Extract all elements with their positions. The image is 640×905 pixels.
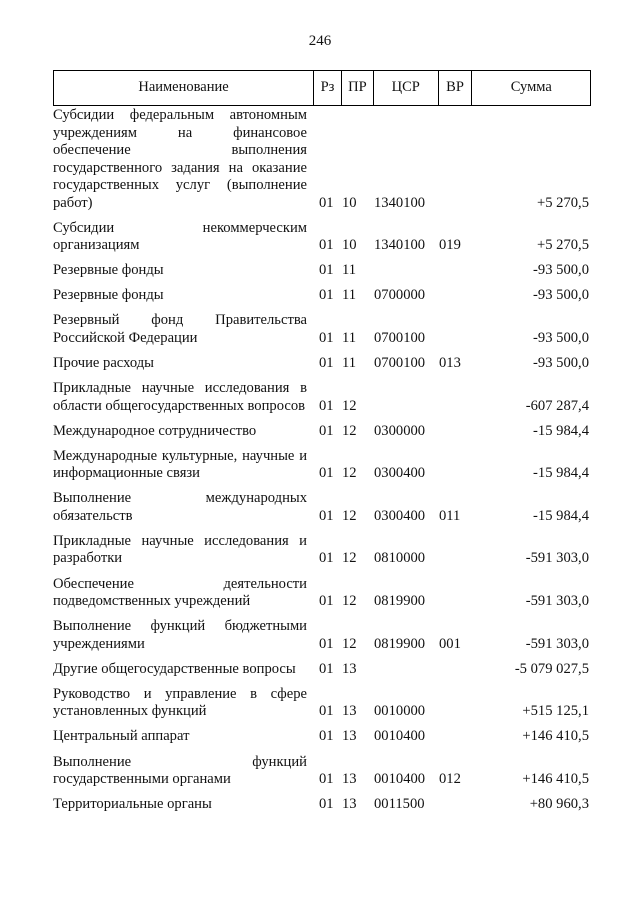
row-sum: +5 270,5	[536, 194, 589, 211]
row-sum: +5 270,5	[536, 237, 589, 254]
row-vr: 019	[439, 237, 461, 254]
row-pr: 11	[342, 287, 357, 304]
row-rz: 01	[319, 635, 334, 652]
table-row	[53, 287, 591, 305]
table-row	[53, 728, 591, 746]
header-csr: ЦСР	[374, 71, 439, 105]
row-sum: -93 500,0	[533, 329, 589, 346]
table-row	[53, 576, 591, 611]
row-vr: 012	[439, 771, 461, 787]
row-vr: 011	[439, 507, 461, 524]
row-vr: 013	[439, 354, 461, 371]
table-row	[53, 618, 591, 653]
row-name: Резервные фонды	[53, 262, 164, 279]
table-row	[53, 423, 591, 441]
table-row	[53, 796, 591, 814]
row-pr: 10	[342, 194, 357, 211]
row-name: Выполнение международных обязательств	[53, 490, 307, 524]
row-pr: 12	[342, 397, 357, 414]
row-csr: 0700100	[374, 329, 426, 346]
row-name: Руководство и управление в сфере установленных функций	[53, 685, 307, 720]
row-pr: 11	[342, 262, 357, 279]
table-row	[53, 262, 591, 280]
row-sum: -93 500,0	[533, 354, 589, 371]
row-sum: -5 079 027,5	[514, 660, 589, 677]
table-row	[53, 107, 591, 212]
row-rz: 01	[319, 550, 334, 567]
row-pr: 12	[342, 593, 357, 610]
table-header	[53, 70, 591, 106]
table-row	[53, 355, 591, 373]
row-csr: 0300000	[374, 422, 426, 439]
row-sum: -93 500,0	[533, 262, 589, 279]
row-csr: 0010000	[374, 703, 426, 720]
row-name: Территориальные органы	[53, 796, 212, 813]
row-pr: 10	[342, 237, 357, 254]
row-rz: 01	[319, 262, 334, 279]
row-name: Выполнение функций бюджетными учреждениями	[53, 618, 307, 652]
row-csr: 0819900	[374, 593, 426, 610]
row-rz: 01	[319, 771, 334, 787]
row-pr: 13	[342, 703, 357, 720]
row-sum: -607 287,4	[525, 397, 589, 414]
row-pr: 11	[342, 354, 357, 371]
row-rz: 01	[319, 329, 334, 346]
row-rz: 01	[319, 703, 334, 720]
row-rz: 01	[319, 728, 334, 745]
row-pr: 12	[342, 465, 357, 482]
row-csr: 1340100	[374, 237, 426, 254]
row-rz: 01	[319, 507, 334, 524]
row-sum: -591 303,0	[525, 635, 589, 652]
table-row	[53, 661, 591, 679]
row-name: Выполнение функций государственными органами	[53, 753, 307, 787]
row-pr: 13	[342, 660, 357, 677]
header-pr: ПР	[342, 71, 374, 105]
row-csr: 0300400	[374, 507, 426, 524]
row-rz: 01	[319, 465, 334, 482]
row-rz: 01	[319, 194, 334, 211]
row-pr: 12	[342, 635, 357, 652]
row-rz: 01	[319, 660, 334, 677]
row-name: Обеспечение деятельности подведомственных учреждений	[53, 575, 307, 610]
page-number: 246	[308, 33, 332, 49]
row-rz: 01	[319, 354, 334, 371]
table-row	[53, 754, 591, 789]
row-rz: 01	[319, 422, 334, 439]
row-name: Резервные фонды	[53, 287, 164, 304]
row-csr: 0700000	[374, 287, 426, 304]
row-sum: -93 500,0	[533, 287, 589, 304]
row-csr: 0819900	[374, 635, 426, 652]
table-row	[53, 312, 591, 347]
row-pr: 12	[342, 422, 357, 439]
row-csr: 0010400	[374, 771, 426, 787]
row-pr: 13	[342, 728, 357, 745]
row-csr: 0300400	[374, 465, 426, 482]
row-pr: 13	[342, 771, 357, 787]
row-sum: -15 984,4	[533, 465, 589, 482]
row-rz: 01	[319, 287, 334, 304]
row-csr: 0011500	[374, 796, 425, 813]
header-vr: ВР	[439, 71, 473, 105]
header-rz: Рз	[314, 71, 342, 105]
row-csr: 0010400	[374, 728, 426, 745]
table-row	[53, 220, 591, 255]
row-rz: 01	[319, 237, 334, 254]
row-sum: +146 410,5	[522, 771, 589, 787]
row-csr: 0810000	[374, 550, 426, 567]
row-sum: -15 984,4	[533, 507, 589, 524]
row-rz: 01	[319, 397, 334, 414]
row-name: Прикладные научные исследования и разработки	[53, 532, 307, 567]
table-row	[53, 448, 591, 483]
row-pr: 12	[342, 550, 357, 567]
row-name: Международное сотрудничество	[53, 422, 257, 439]
row-pr: 13	[342, 796, 357, 813]
row-csr: 0700100	[374, 354, 426, 371]
table-row	[53, 490, 591, 525]
row-rz: 01	[319, 593, 334, 610]
row-rz: 01	[319, 796, 334, 813]
table-row	[53, 686, 591, 721]
row-vr: 001	[439, 635, 461, 652]
row-name: Прочие расходы	[53, 354, 154, 371]
table-row	[53, 533, 591, 568]
header-sum: Сумма	[510, 79, 552, 96]
row-sum: -591 303,0	[525, 593, 589, 610]
row-sum: -591 303,0	[525, 550, 589, 567]
row-name: Международные культурные, научные и информационные связи	[53, 447, 307, 482]
row-name: Центральный аппарат	[53, 728, 190, 745]
table-row	[53, 380, 591, 415]
row-sum: +80 960,3	[529, 796, 589, 813]
row-name: Прикладные научные исследования в области общегосударственных вопросов	[53, 380, 307, 414]
row-sum: +515 125,1	[522, 703, 589, 720]
row-name: Резервный фонд Правительства Российской Федерации	[53, 312, 307, 346]
row-sum: -15 984,4	[533, 422, 589, 439]
row-name: Субсидии федеральным автономным учреждениям на финансовое обеспечение выполнения государственного задания на оказание государственных услуг (выполнение работ)	[53, 107, 307, 211]
row-pr: 11	[342, 329, 357, 346]
header-name: Наименование	[54, 71, 314, 105]
row-csr: 1340100	[374, 194, 426, 211]
row-pr: 12	[342, 507, 357, 524]
row-sum: +146 410,5	[522, 728, 589, 745]
table-body	[53, 107, 591, 821]
row-name: Другие общегосударственные вопросы	[53, 660, 296, 677]
row-name: Субсидии некоммерческим организациям	[53, 219, 307, 254]
